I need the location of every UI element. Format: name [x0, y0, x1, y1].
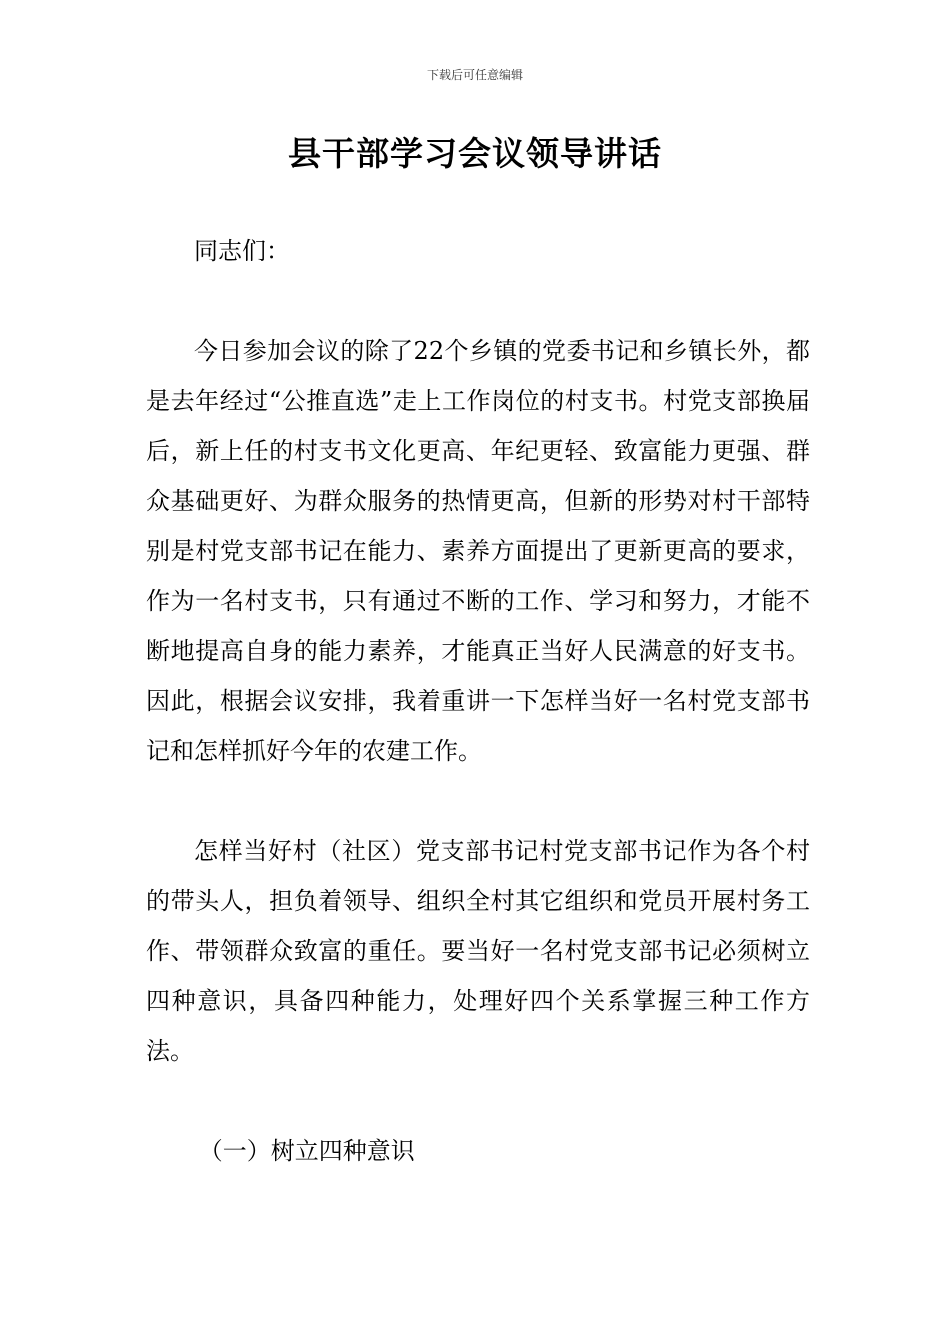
section-heading: （一）树立四种意识: [198, 1137, 415, 1165]
document-body: [146, 226, 810, 1176]
document-title: 县干部学习会议领导讲话: [288, 134, 662, 173]
salutation: 同志们：: [194, 237, 290, 265]
header-note: 下载后可任意编辑: [426, 68, 523, 82]
body-paragraph: 今日参加会议的除了22个乡镇的党委书记和乡镇长外，都是去年经过“公推直选”走上工作岗位的村支书。村党支部换届后，新上任的村支书文化更高、年纪更轻、致富能力更强、群众基础更好、为群众服务的热情更高，但新的形势对村干部特别是村党支部书记在能力、素养方面提出了更新更高的要求，作为一名村支书，只有通过不断的工作、学习和努力，才能不断地提高自身的能力素养，才能真正当好人民满意的好支书。因此，根据会议安排，我着重讲一下怎样当好一名村党支部书记和怎样抓好今年的农建工作。: [146, 337, 810, 765]
body-paragraph: 怎样当好村（社区）党支部书记村党支部书记作为各个村的带头人，担负着领导、组织全村其它组织和党员开展村务工作、带领群众致富的重任。要当好一名村党支部书记必须树立四种意识，具备四种能力，处理好四个关系掌握三种工作方法。: [146, 837, 810, 1065]
